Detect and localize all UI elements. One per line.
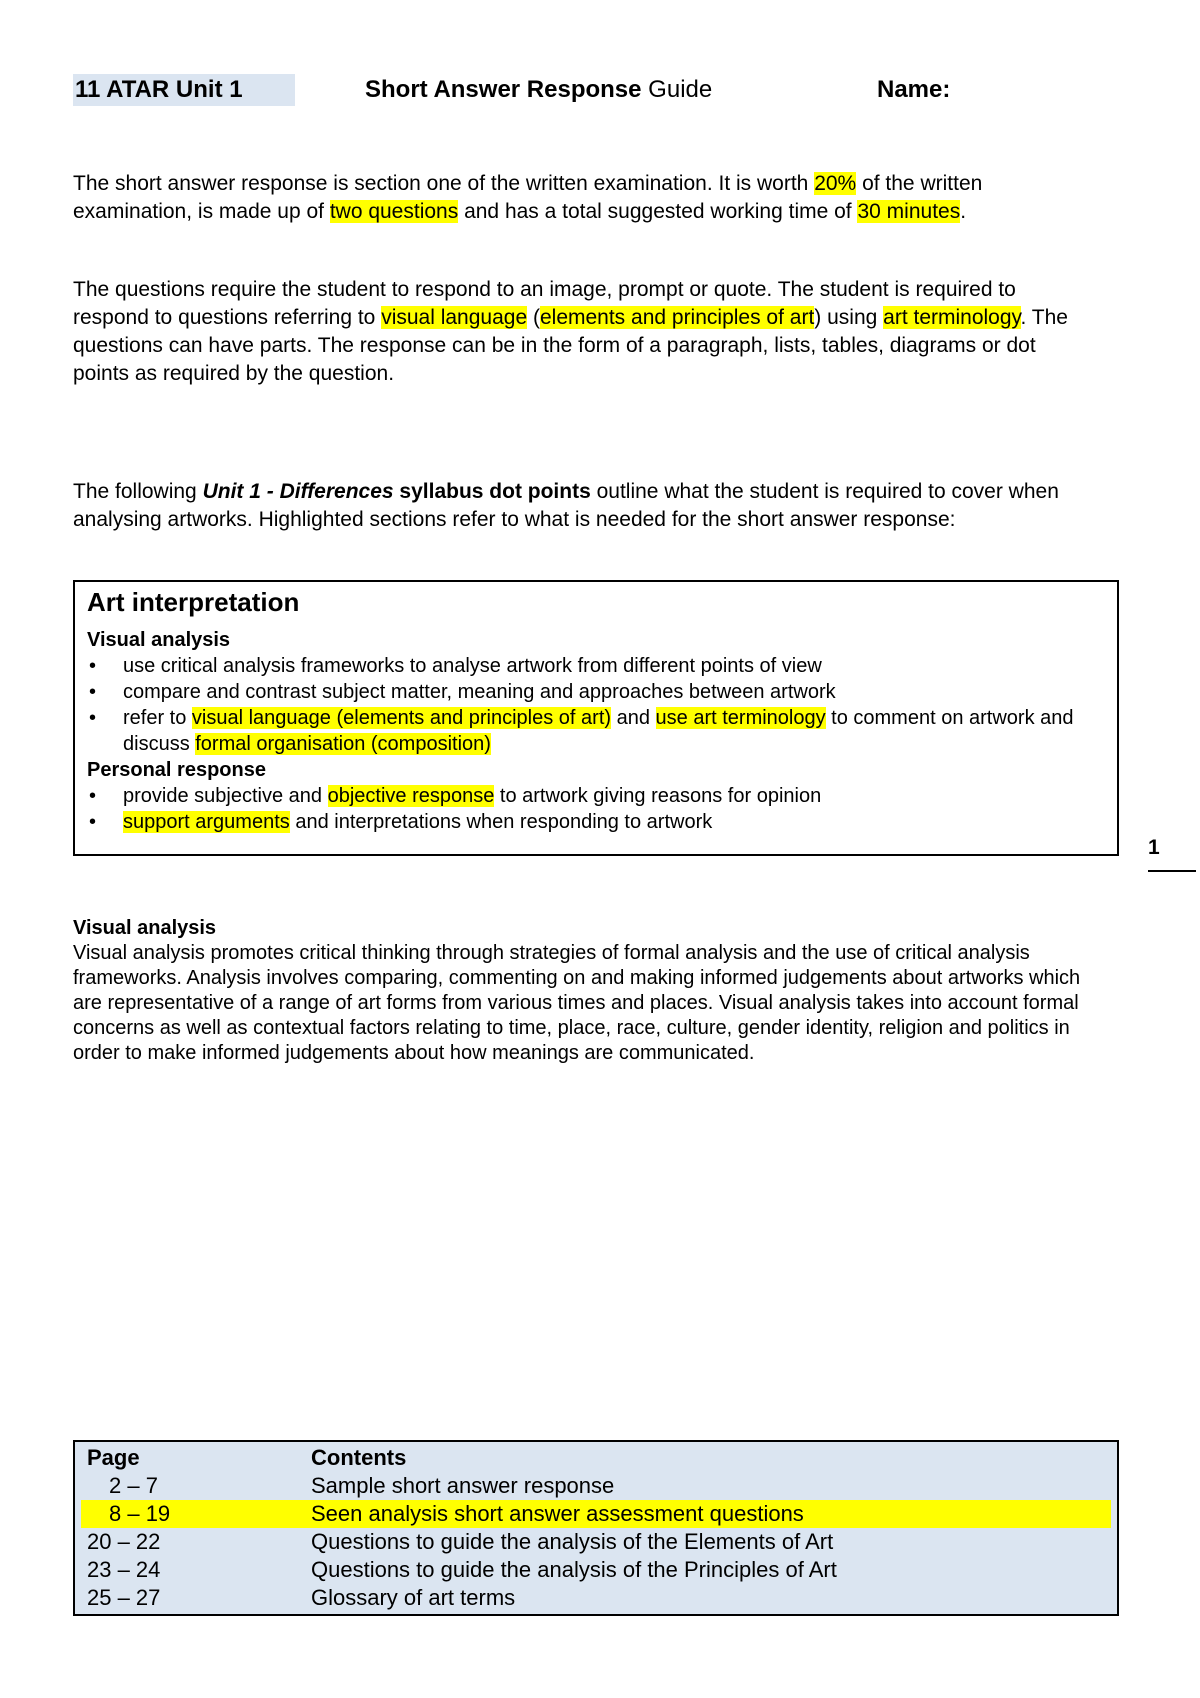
highlight-time: 30 minutes bbox=[857, 200, 961, 223]
visual-analysis-subheading: Visual analysis bbox=[87, 629, 231, 651]
intro-paragraph-3: The following Unit 1 - Differences syllabus dot points outline what the student is required to cover when analysing artworks. Highlighted sections refer to what is needed for the short answer response: bbox=[73, 480, 1059, 531]
personal-response-subheading: Personal response bbox=[87, 759, 266, 781]
box-title: Art interpretation bbox=[87, 587, 300, 617]
table-row: 20 – 22 Questions to guide the analysis of the Elements of Art bbox=[87, 1529, 834, 1554]
visual-analysis-list bbox=[87, 653, 1105, 757]
personal-response-list bbox=[87, 783, 1105, 835]
table-row: 25 – 27 Glossary of art terms bbox=[87, 1585, 516, 1610]
highlight-percent: 20% bbox=[814, 172, 857, 195]
highlight-visual-language: visual language bbox=[381, 306, 528, 329]
list-item: • support arguments and interpretations when responding to artwork bbox=[89, 811, 713, 833]
list-item: • provide subjective and objective response to artwork giving reasons for opinion bbox=[89, 785, 822, 807]
visual-analysis-body: Visual analysis promotes critical thinking through strategies of formal analysis and the use of critical analysis frameworks. Analysis involves comparing, commenting on and making informed judgements about artworks which are representative of a range of art forms from various times and places. Visual analysis takes into account formal concerns as well as contextual factors relating to time, place, race, culture, gender identity, religion and politics in order to make informed judgements about how meanings are communicated. bbox=[73, 942, 1081, 1064]
unit-label: 11 ATAR Unit 1 bbox=[73, 74, 295, 106]
highlight-elements-principles: elements and principles of art bbox=[539, 306, 815, 329]
list-item: • use critical analysis frameworks to analyse artwork from different points of view bbox=[89, 655, 822, 677]
page-column-header: Page bbox=[87, 1445, 140, 1470]
document-title bbox=[365, 74, 712, 106]
intro-paragraph-2: The questions require the student to respond to an image, prompt or quote. The student is required to respond to questions referring to visual language (elements and principles of art) using art terminology. The questions can have parts. The response can be in the form of a paragraph, lists, tables, diagrams or dot points as required by the question. bbox=[73, 278, 1068, 385]
name-label: Name: bbox=[877, 76, 951, 103]
intro-paragraph-1: The short answer response is section one of the written examination. It is worth 20% of the written examination, is made up of two questions and has a total suggested working time of 30 minutes. bbox=[73, 172, 983, 223]
visual-analysis-section bbox=[73, 916, 1113, 1066]
highlight-questions: two questions bbox=[329, 200, 459, 223]
table-row: 8 – 19 Seen analysis short answer assessment questions bbox=[81, 1500, 1111, 1528]
title-rest: Guide bbox=[641, 76, 713, 103]
list-item: • compare and contrast subject matter, meaning and approaches between artwork bbox=[89, 681, 836, 703]
contents-table bbox=[73, 1440, 1119, 1616]
list-item: • refer to visual language (elements and principles of art) and use art terminology to comment on artwork and discuss formal organisation (composition) bbox=[89, 707, 1074, 755]
table-row: 23 – 24 Questions to guide the analysis of the Principles of Art bbox=[87, 1557, 837, 1582]
title-bold: Short Answer Response bbox=[365, 76, 642, 103]
page-number-rule bbox=[1148, 870, 1196, 872]
contents-column-header: Contents bbox=[311, 1445, 407, 1470]
unit-name: Unit 1 - Differences bbox=[202, 480, 394, 503]
contents-header-row bbox=[81, 1444, 1111, 1472]
table-row: 2 – 7 Sample short answer response bbox=[109, 1473, 615, 1498]
page-number: 1 bbox=[1148, 836, 1160, 859]
highlight-art-terminology: art terminology bbox=[883, 306, 1021, 329]
visual-analysis-heading: Visual analysis bbox=[73, 917, 217, 939]
art-interpretation-box bbox=[73, 580, 1119, 856]
